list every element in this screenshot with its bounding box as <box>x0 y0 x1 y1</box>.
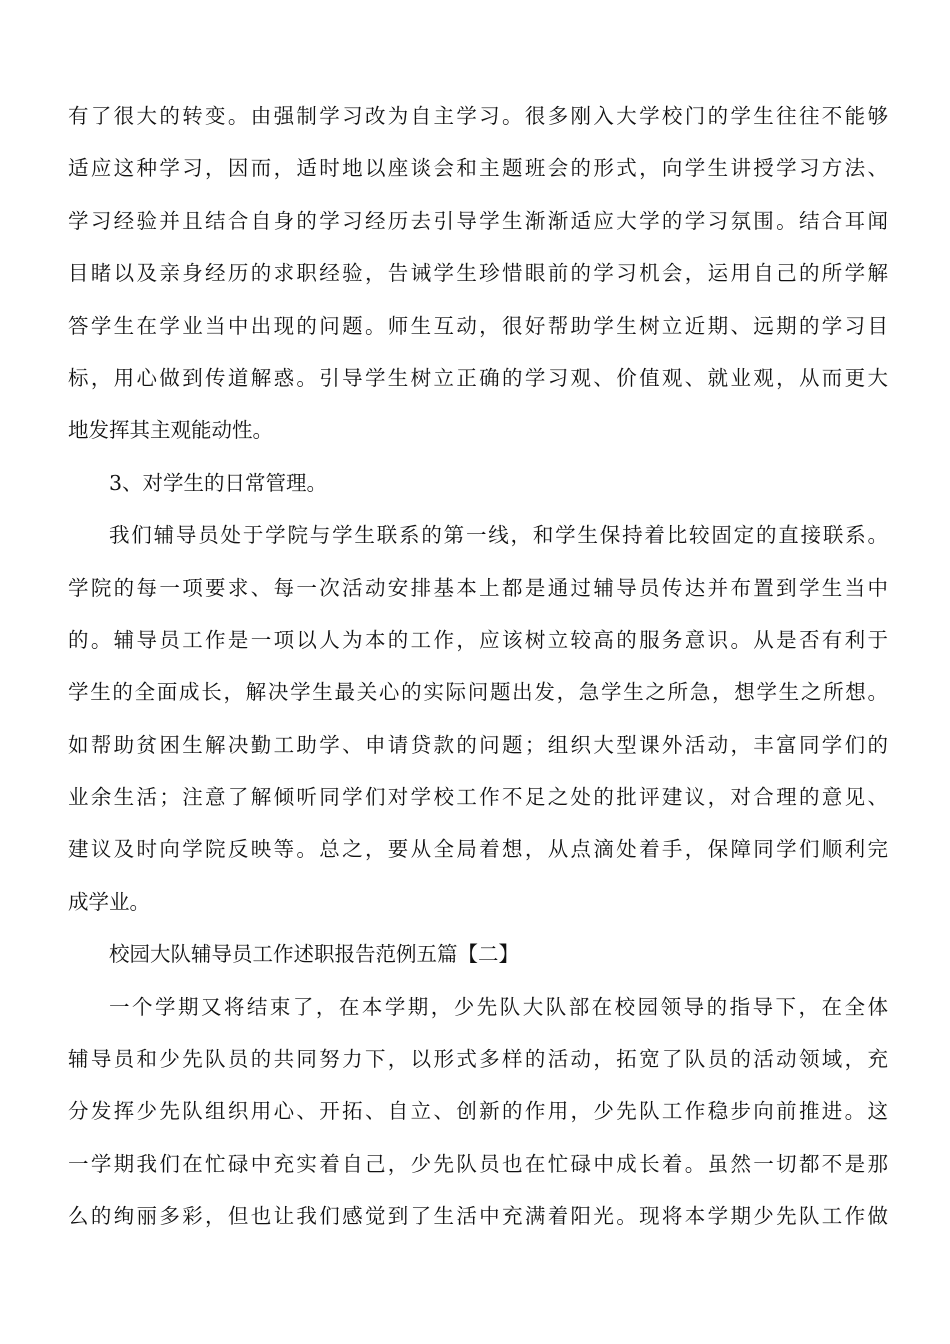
text-line: 成学业。 <box>68 889 150 914</box>
document-body <box>68 90 888 1243</box>
text-line: 学生的全面成长，解决学生最关心的实际问题出发，急学生之所急，想学生之所想。 <box>68 680 888 705</box>
text-line: 么的绚丽多彩，但也让我们感觉到了生活中充满着阳光。现将本学期少先队工作做 <box>68 1204 888 1229</box>
section-heading: 3、对学生的日常管理。 <box>109 470 328 495</box>
text-line: 地发挥其主观能动性。 <box>68 418 273 443</box>
text-line: 学习经验并且结合自身的学习经历去引导学生渐渐适应大学的学习氛围。结合耳闻 <box>68 208 888 233</box>
text-line: 一学期我们在忙碌中充实着自己，少先队员也在忙碌中成长着。虽然一切都不是那 <box>68 1151 888 1176</box>
text-line: 学院的每一项要求、每一次活动安排基本上都是通过辅导员传达并布置到学生当中 <box>68 575 888 600</box>
text-line: 如帮助贫困生解决勤工助学、申请贷款的问题；组织大型课外活动，丰富同学们的 <box>68 732 888 757</box>
text-line: 分发挥少先队组织用心、开拓、自立、创新的作用，少先队工作稳步向前推进。这 <box>68 1099 888 1124</box>
text-line: 目睹以及亲身经历的求职经验，告诫学生珍惜眼前的学习机会，运用自己的所学解 <box>68 261 888 286</box>
text-line: 的。辅导员工作是一项以人为本的工作，应该树立较高的服务意识。从是否有利于 <box>68 627 888 652</box>
text-line: 建议及时向学院反映等。总之，要从全局着想，从点滴处着手，保障同学们顺利完 <box>68 837 888 862</box>
text-line: 标，用心做到传道解惑。引导学生树立正确的学习观、价值观、就业观，从而更大 <box>68 365 888 390</box>
text-line: 我们辅导员处于学院与学生联系的第一线，和学生保持着比较固定的直接联系。 <box>109 523 888 548</box>
text-line: 一个学期又将结束了，在本学期，少先队大队部在校园领导的指导下，在全体 <box>109 994 888 1019</box>
text-line: 有了很大的转变。由强制学习改为自主学习。很多刚入大学校门的学生往往不能够 <box>68 104 888 128</box>
text-line: 答学生在学业当中出现的问题。师生互动，很好帮助学生树立近期、远期的学习目 <box>68 313 888 338</box>
article-title: 校园大队辅导员工作述职报告范例五篇【二】 <box>109 942 519 967</box>
text-line: 业余生活；注意了解倾听同学们对学校工作不足之处的批评建议，对合理的意见、 <box>68 785 888 810</box>
text-line: 辅导员和少先队员的共同努力下，以形式多样的活动，拓宽了队员的活动领域，充 <box>68 1047 888 1072</box>
text-line: 适应这种学习，因而，适时地以座谈会和主题班会的形式，向学生讲授学习方法、 <box>68 156 888 181</box>
